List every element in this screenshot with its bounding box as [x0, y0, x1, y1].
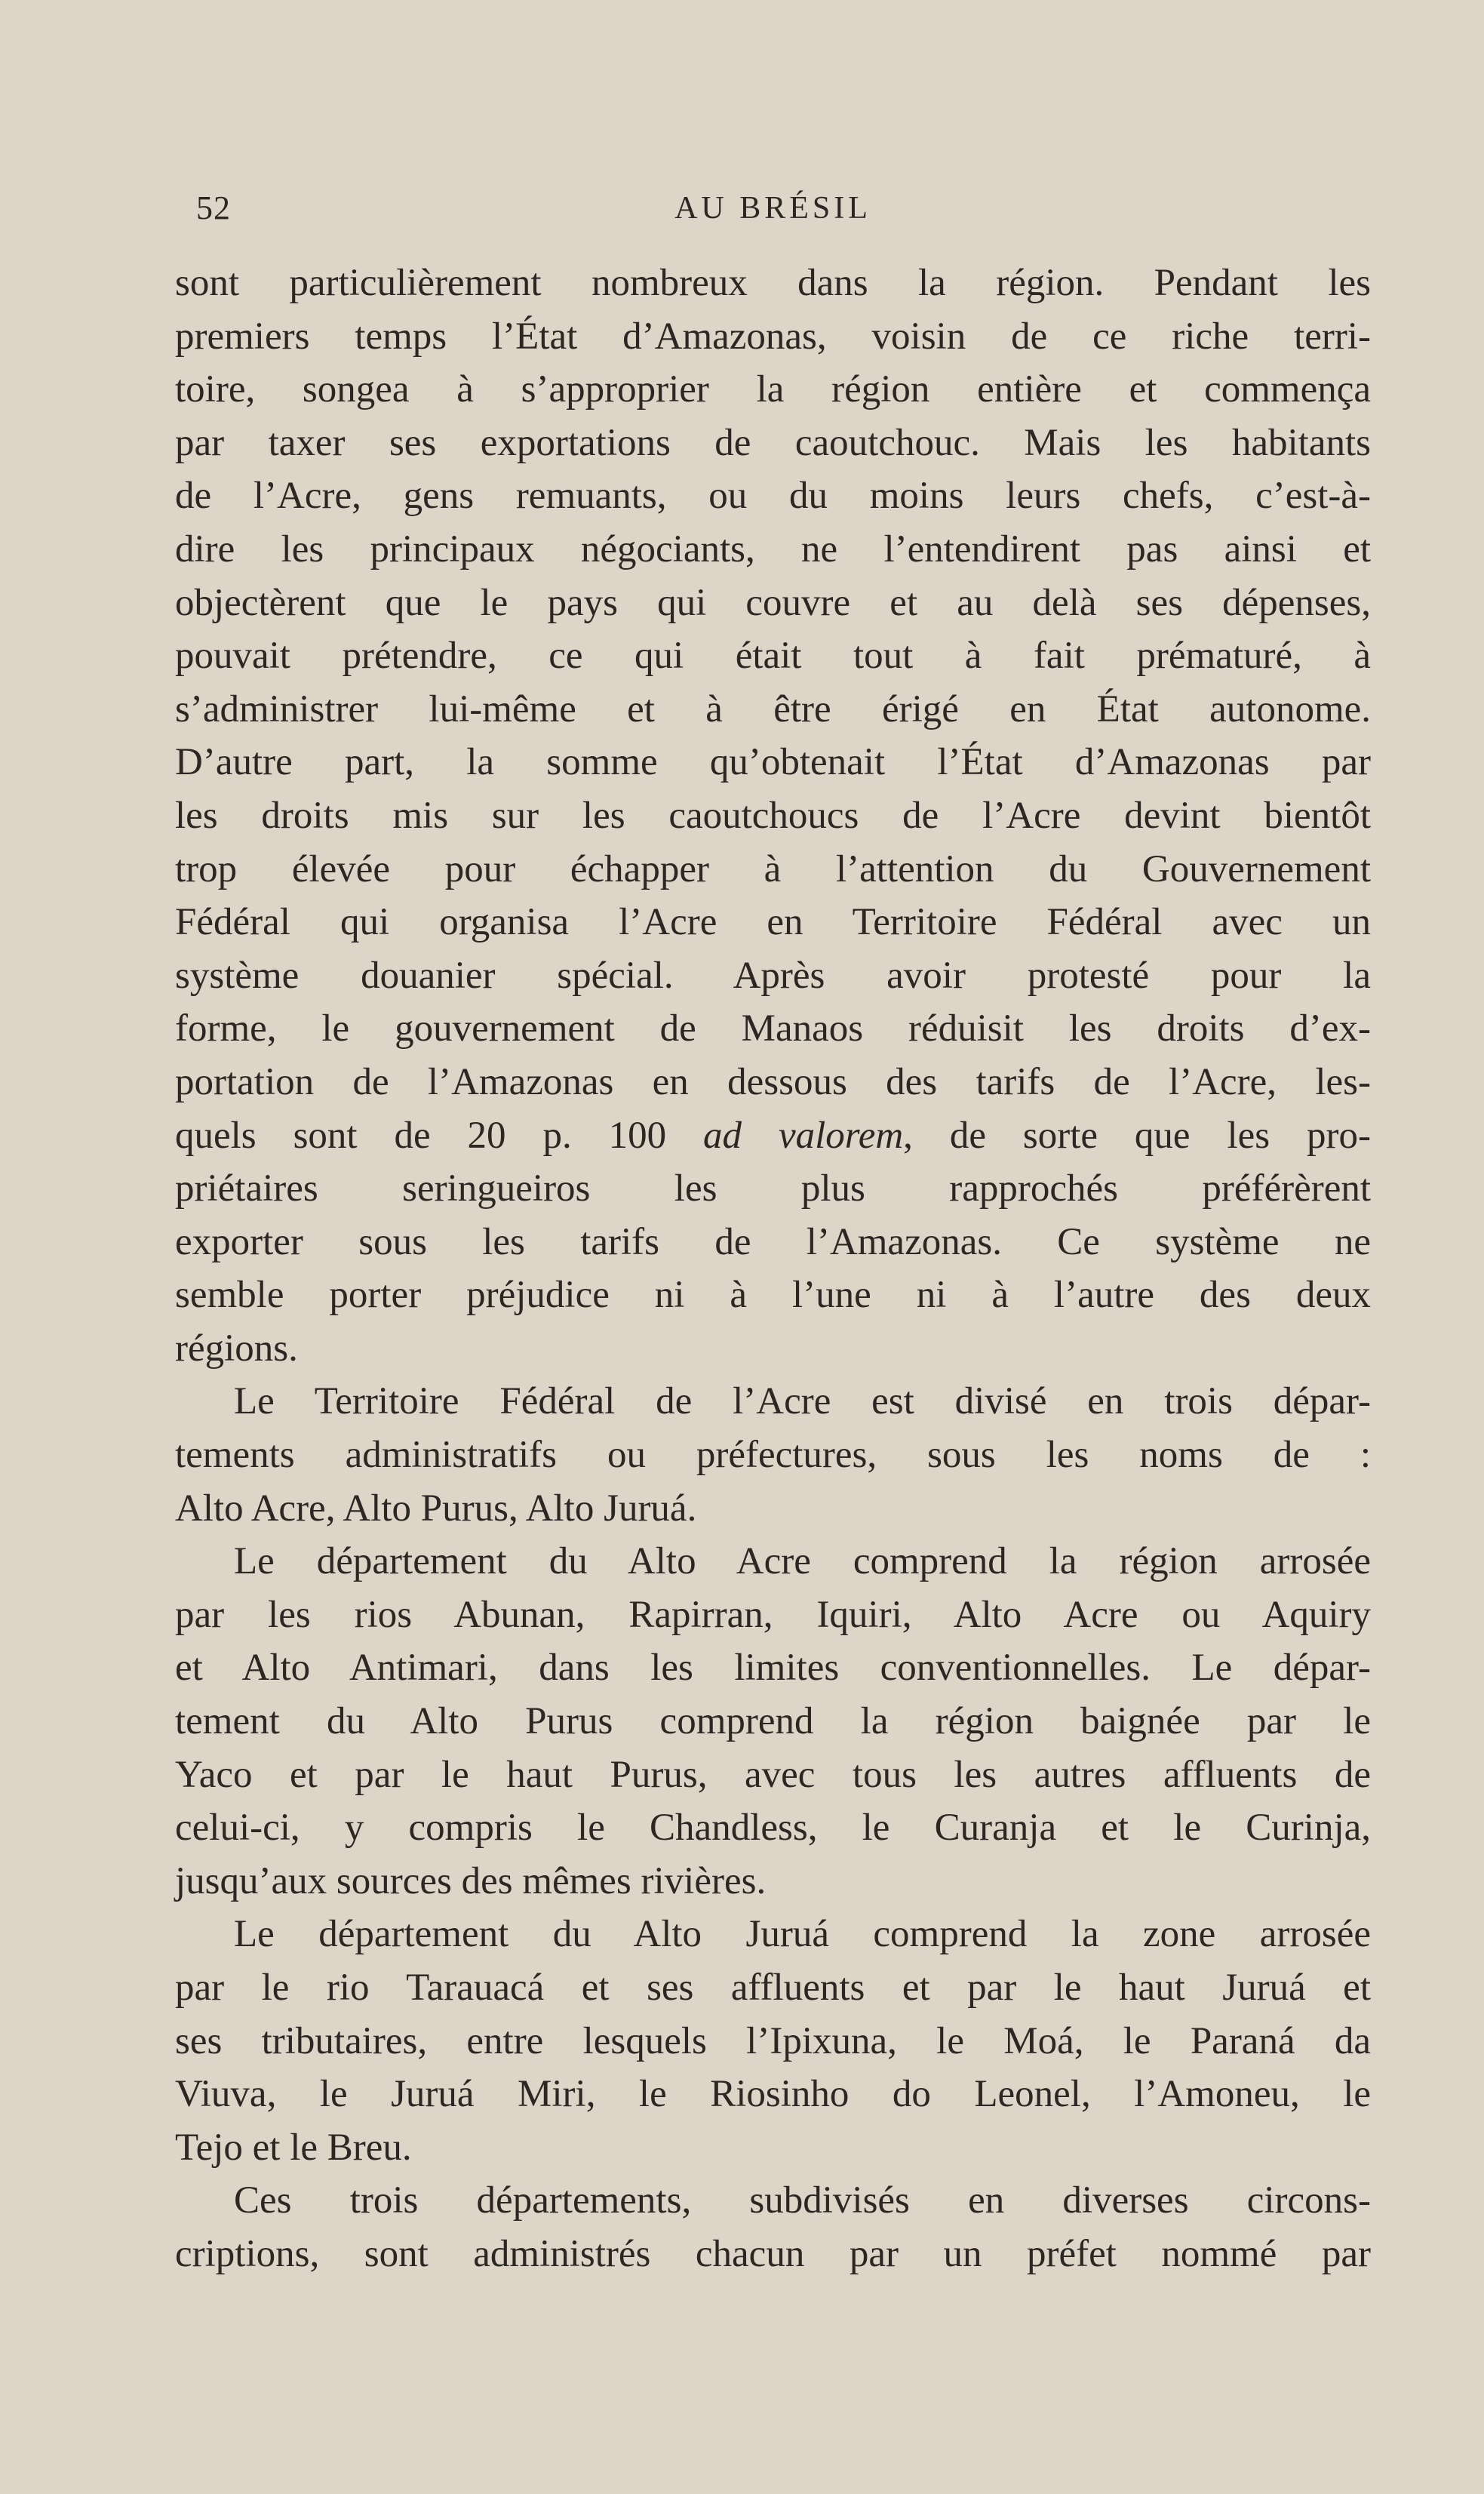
text-line: premiers temps l’État d’Amazonas, voisin de ce riche terri-	[175, 315, 1371, 358]
text-line: dire les principaux négociants, ne l’entendirent pas ainsi et	[175, 527, 1371, 570]
text-line: exporter sous les tarifs de l’Amazonas. Ce système ne	[175, 1220, 1371, 1263]
text-line: D’autre part, la somme qu’obtenait l’État d’Amazonas par	[175, 741, 1371, 784]
text-line: forme, le gouvernement de Manaos réduisit les droits d’ex-	[175, 1007, 1371, 1050]
page-number: 52	[196, 189, 231, 226]
text-line: tements administratifs ou préfectures, sous les noms de :	[175, 1434, 1371, 1477]
text-line: pouvait prétendre, ce qui était tout à fait prématuré, à	[175, 635, 1371, 678]
text-line: celui-ci, y compris le Chandless, le Curanja et le Curinja,	[175, 1807, 1371, 1850]
text-line: sont particulièrement nombreux dans la région. Pendant les	[175, 262, 1371, 304]
text-line: Fédéral qui organisa l’Acre en Territoire Fédéral avec un	[175, 901, 1371, 944]
text-line: objectèrent que le pays qui couvre et au delà ses dépenses,	[175, 581, 1371, 624]
text-line	[175, 1109, 1371, 1163]
text-line: par le rio Tarauacá et ses affluents et par le haut Juruá et	[175, 1967, 1371, 2009]
text-line: système douanier spécial. Après avoir protesté pour la	[175, 954, 1371, 997]
text-line: Viuva, le Juruá Miri, le Riosinho do Leonel, l’Amoneu, le	[175, 2073, 1371, 2116]
text-line: trop élevée pour échapper à l’attention du Gouvernement	[175, 847, 1371, 890]
text-line: Le Territoire Fédéral de l’Acre est divisé en trois dépar-	[234, 1380, 1371, 1423]
text-line: Le département du Alto Acre comprend la région arrosée	[234, 1540, 1371, 1583]
text-line: toire, songea à s’approprier la région entière et commença	[175, 368, 1371, 411]
text-segment: , de sorte que les pro-	[903, 1114, 1372, 1157]
text-line: priétaires seringueiros les plus rapprochés préférèrent	[175, 1167, 1371, 1210]
italic-phrase: ad valorem	[703, 1114, 904, 1157]
text-line: jusqu’aux sources des mêmes rivières.	[175, 1859, 767, 1902]
text-line: ses tributaires, entre lesquels l’Ipixuna, le Moá, le Paraná da	[175, 2019, 1371, 2062]
text-line: et Alto Antimari, dans les limites conventionnelles. Le dépar-	[175, 1647, 1371, 1690]
text-line: par taxer ses exportations de caoutchouc. Mais les habitants	[175, 421, 1371, 464]
text-line: portation de l’Amazonas en dessous des tarifs de l’Acre, les-	[175, 1060, 1371, 1103]
running-title: AU BRÉSIL	[674, 191, 871, 226]
text-line: de l’Acre, gens remuants, ou du moins leurs chefs, c’est-à-	[175, 475, 1371, 518]
text-line: régions.	[175, 1327, 298, 1370]
text-line: par les rios Abunan, Rapirran, Iquiri, Alto Acre ou Aquiry	[175, 1593, 1371, 1636]
text-line: s’administrer lui-même et à être érigé en État autonome.	[175, 687, 1371, 730]
body-text	[175, 257, 1371, 2281]
text-line: Le département du Alto Juruá comprend la zone arrosée	[234, 1913, 1371, 1956]
text-line: Ces trois départements, subdivisés en diverses circons-	[234, 2179, 1371, 2222]
text-segment: quels sont de 20 p. 100	[175, 1114, 704, 1157]
text-line: Yaco et par le haut Purus, avec tous les autres affluents de	[175, 1753, 1371, 1796]
text-line: Alto Acre, Alto Purus, Alto Juruá.	[175, 1487, 697, 1530]
page-header	[175, 189, 1371, 234]
text-line: semble porter préjudice ni à l’une ni à l’autre des deux	[175, 1274, 1371, 1317]
text-line: Tejo et le Breu.	[175, 2126, 412, 2169]
text-line: tement du Alto Purus comprend la région baignée par le	[175, 1700, 1371, 1743]
text-line: les droits mis sur les caoutchoucs de l’Acre devint bientôt	[175, 794, 1371, 837]
text-line: criptions, sont administrés chacun par un préfet nommé par	[175, 2232, 1371, 2275]
